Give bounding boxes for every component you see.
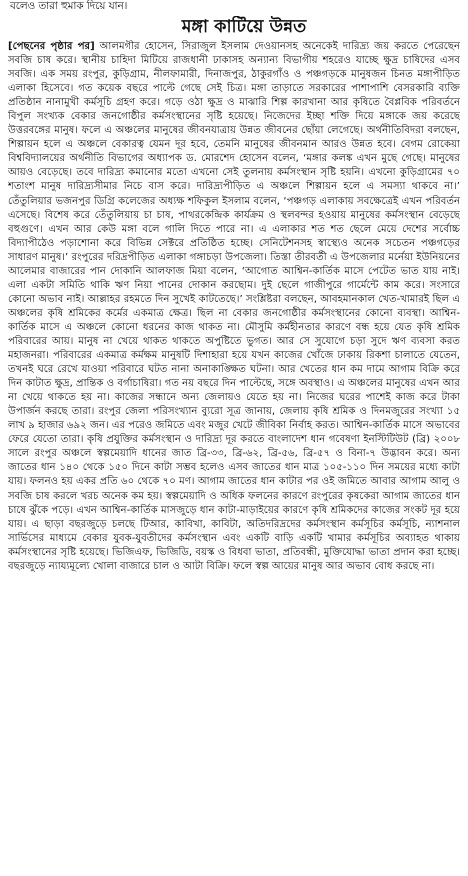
previous-article-tail: বলেও তারা হুমাক দিয়ে যান। <box>10 0 128 12</box>
article-paragraph <box>8 40 460 574</box>
article-body-text: আলমগীর হোসেন, সিরাজুল ইসলাম দেওয়ানসহ অনেকেই দারিদ্র্য জয় করতে পেরেছেন সবজি চাষ করে। স্থানীয় চাহিদা মিটিয়ে রাজধানী ঢাকাসহ অন্যান্য বিভাগীয় শহরেও যাচ্ছে ক্ষুদ্র চাষিদের এসব সবজি। এক সময় রংপুর, কুড়িগ্রাম, নীলফামারী, দিনাজপুর, ঠাকুরগাঁও ও পঞ্চগড়কে মানুষজন চিনত মঙ্গাপীড়িত এলাকা হিসেবে। গত কয়েক বছরে পাল্টে গেছে সেই চিত্র। মঙ্গা তাড়াতে সরকারের পাশাপাশি বেসরকারি ব্যক্তি প্রতিষ্ঠান নানামুখী কর্মসূচি গ্রহণ করে। গড়ে ওঠা ক্ষুদ্র ও মাঝারি শিল্প কারখানা আর কৃষিতে বৈপ্লবিক পরিবর্তনে বিপুল সংখ্যক বেকার জনগোষ্ঠীর কর্মসংস্থানের সৃষ্টি হয়েছে। নিজেদের ইচ্ছা শক্তি দিয়ে মঙ্গাকে জয় করেছে উত্তরবঙ্গের মানুষ। ফলে এ অঞ্চলের মানুষের জীবনযাত্রায় উন্নত জীবনের ছোঁয়া লেগেছে। অর্থনীতিবিদরা বলছেন, শিল্পায়ন হলে এ অঞ্চলে বেকারত্ব যেমন দূর হবে, তেমনি মানুষের জীবনমান আরও উন্নত হবে। বেগম রোকেয়া বিশ্ববিদ্যালয়ের অর্থনীতি বিভাগের অধ্যাপক ড. মোরশেদ হোসেন বলেন, ‘মঙ্গার কলঙ্ক এখন মুছে গেছে। মানুষের আয়ও বেড়েছে। তবে দারিদ্র্য কমানোর মতো এখনো সেই তুলনায় কর্মসংস্থান সৃষ্টি হয়নি। এখনো কুড়িগ্রামের ৭০ শতাংশ মানুষ দারিদ্র্যসীমার নিচে বাস করে। দারিদ্র্যপীড়িত এ অঞ্চলে শিল্পায়ন হলে এ সমস্যা থাকবে না।’ তেঁতুলিয়ার ভজনপুর ডিগ্রি কলেজের অধ্যক্ষ শফিকুল ইসলাম বলেন, ‘পঞ্চগড় এলাকায় সবক্ষেত্রেই এখন পরিবর্তন এসেছে। বিশেষ করে তেঁতুলিয়ায় চা চাষ, পাথরকেন্দ্রিক কার্যক্রম ও স্থলবন্দর হওয়ায় মানুষের কর্মসংস্থান বেড়েছে বহুগুণে। এখন আর কেউ মঙ্গা বলে গালি দিতে পারে না। এ এলাকার শত শত ছেলে মেয়ে দেশের সর্বোচ্চ বিদ্যাপীঠেও পড়াশোনা করে বিভিন্ন সেক্টরে প্রতিষ্ঠিত হচ্ছে। সেনিটেশনসহ স্বাস্থ্যেও অনেক সচেতন পঞ্চগড়ের সাধারণ মানুষ।’ রংপুরের দরিদ্রপীড়িত এলাকা গঙ্গাচড়া উপজেলা। তিস্তা তীরবর্তী এ উপজেলার মর্নেয়া ইউনিয়নের আলেমার বাজারের পান দোকানি আলফাজ মিয়া বলেন, ‘আগোত আশ্বিন-কার্তিক মাসে পেটেত ভাত যায় নাই। এলা একটা সমিতি থাকি ঋণ নিয়া পানের দোকান করছোম। দুই ছেলে গাজীপুরে গার্মেন্টে কাম করে। সংসারে কোনো অভাব নাই। আল্লাহর রহমতে দিন সুখেই কাটতেছে।’ সংশ্লিষ্টরা বলছেন, আবহমানকাল খেত-খামারই ছিল এ অঞ্চলের কৃষি শ্রমিকের কর্মের একমাত্র ক্ষেত্র। ছিল না বেকার জনগোষ্ঠীর কর্মসংস্থানের কোনো ব্যবস্থা। আশ্বিন-কার্তিক মাসে এ অঞ্চলে কোনো ধরনের কাজ থাকত না। মৌসুমি কর্মহীনতার কারণে বন্ধ হয়ে যেত কৃষি শ্রমিক পরিবারের আয়। মানুষ না খেয়ে থাকত থাকতে অপুষ্টিতে ভুগত। আর সে সুযোগে চড়া সুদে ঋণ ব্যবসা করত মহাজনরা। পরিবারের একমাত্র কর্মক্ষম মানুষটি দিশাহারা হয়ে যখন কাজের খোঁজে ঢাকায় রিকশা চালাতে যেতেন, তখনই ঘরে রেখে যাওয়া পরিবারে ঘটত নানা অনাকাঙ্ক্ষিত ঘটনা। আর খেতের ধান কম দামে আগাম বিক্রি করে দিন কাটাত ক্ষুদ্র, প্রান্তিক ও বর্গাচাষিরা। গত নয় বছরে দিন পাল্টেছে, সঙ্গে অবস্থাও। এ অঞ্চলের মানুষের এখন আর না খেয়ে থাকতে হয় না। কাজের সন্ধানে অন্য জেলায়ও যেতে হয় না। নিজের ঘরের পাশেই কাজ করে টাকা উপার্জন করছে তারা। রংপুর জেলা পরিসংখ্যান ব্যুরো সূত্র জানায়, জেলায় কৃষি শ্রমিক ও দিনমজুরের সংখ্যা ১৫ লাখ ৯ হাজার ৬৯২ জন। এর পরেও জমিতে এবং মজুর খেটে জীবিকা নির্বাহ করত। আশ্বিন-কার্তিক মাসে অভাবের ফেরে যেতো তারা। কৃষি প্রযুক্তির কর্মসংস্থান ও দারিদ্র্য দূর করতে বাংলাদেশ ধান গবেষণা ইনস্টিটিউট (ব্রি) ২০০৮ সালে রংপুর অঞ্চলে স্বল্পমেয়াদি ধানের জাত ব্রি-৩৩, ব্রি-৬২, ব্রি-৫৬, ব্রি-৫৭ ও বিনা-৭ উদ্ভাবন করে। অন্য জাতের ধান ১৪০ থেকে ১৫০ দিনে কাটা সম্ভব হলেও এসব জাতের ধান মাত্র ১০৫-১১০ দিন সময়ের মধ্যে কাটা যায়। ফলনও হয় একর প্রতি ৬০ থেকে ৭০ মণ। আগাম জাতের ধান কাটার পর ওই জমিতে আবার আগাম আলু ও সবজি চাষ করলে খরচ অনেক কম হয়। স্বল্পমেয়াদি ও অধিক ফলনের কারণে রংপুরের কৃষকেরা আগাম জাতের ধান চাষে ঝুঁকে পড়ে। এখন আশ্বিন-কার্তিক মাসজুড়ে ধান কাটা-মাড়াইয়ের কারণে কৃষি শ্রমিকদের কাজের সংকট দূর হয়ে যায়। এ ছাড়া বছরজুড়ে চলছে টিআর, কাবিখা, কাবিটা, অতিদরিদ্রদের কর্মসংস্থান কর্মসূচির কর্মসূচি, ন্যাশনাল সার্ভিসের মাধ্যমে বেকার যুবক-যুবতীদের কর্মসংস্থান এবং একটি বাড়ি একটি খামার কর্মসূচির অব্যাহত থাকায় কর্মসংস্থানের সৃষ্টি হয়েছে। ভিজিএফ, ভিজিডি, বয়স্ক ও বিধবা ভাতা, প্রতিবন্ধী, মুক্তিযোদ্ধা ভাতা প্রদান করা হচ্ছে। বছরজুড়ে ন্যায্যমূল্যে খোলা বাজারে চাল ও আটা বিক্রি। ফলে স্বল্প আয়ের মানুষ আর অভাব বোধ করছে না। <box>8 41 460 572</box>
article-body <box>8 40 460 874</box>
continued-from-label: [পেছনের পৃষ্ঠার পর] <box>8 41 95 52</box>
article-headline: মঙ্গা কাটিয়ে উন্নত <box>181 17 307 37</box>
